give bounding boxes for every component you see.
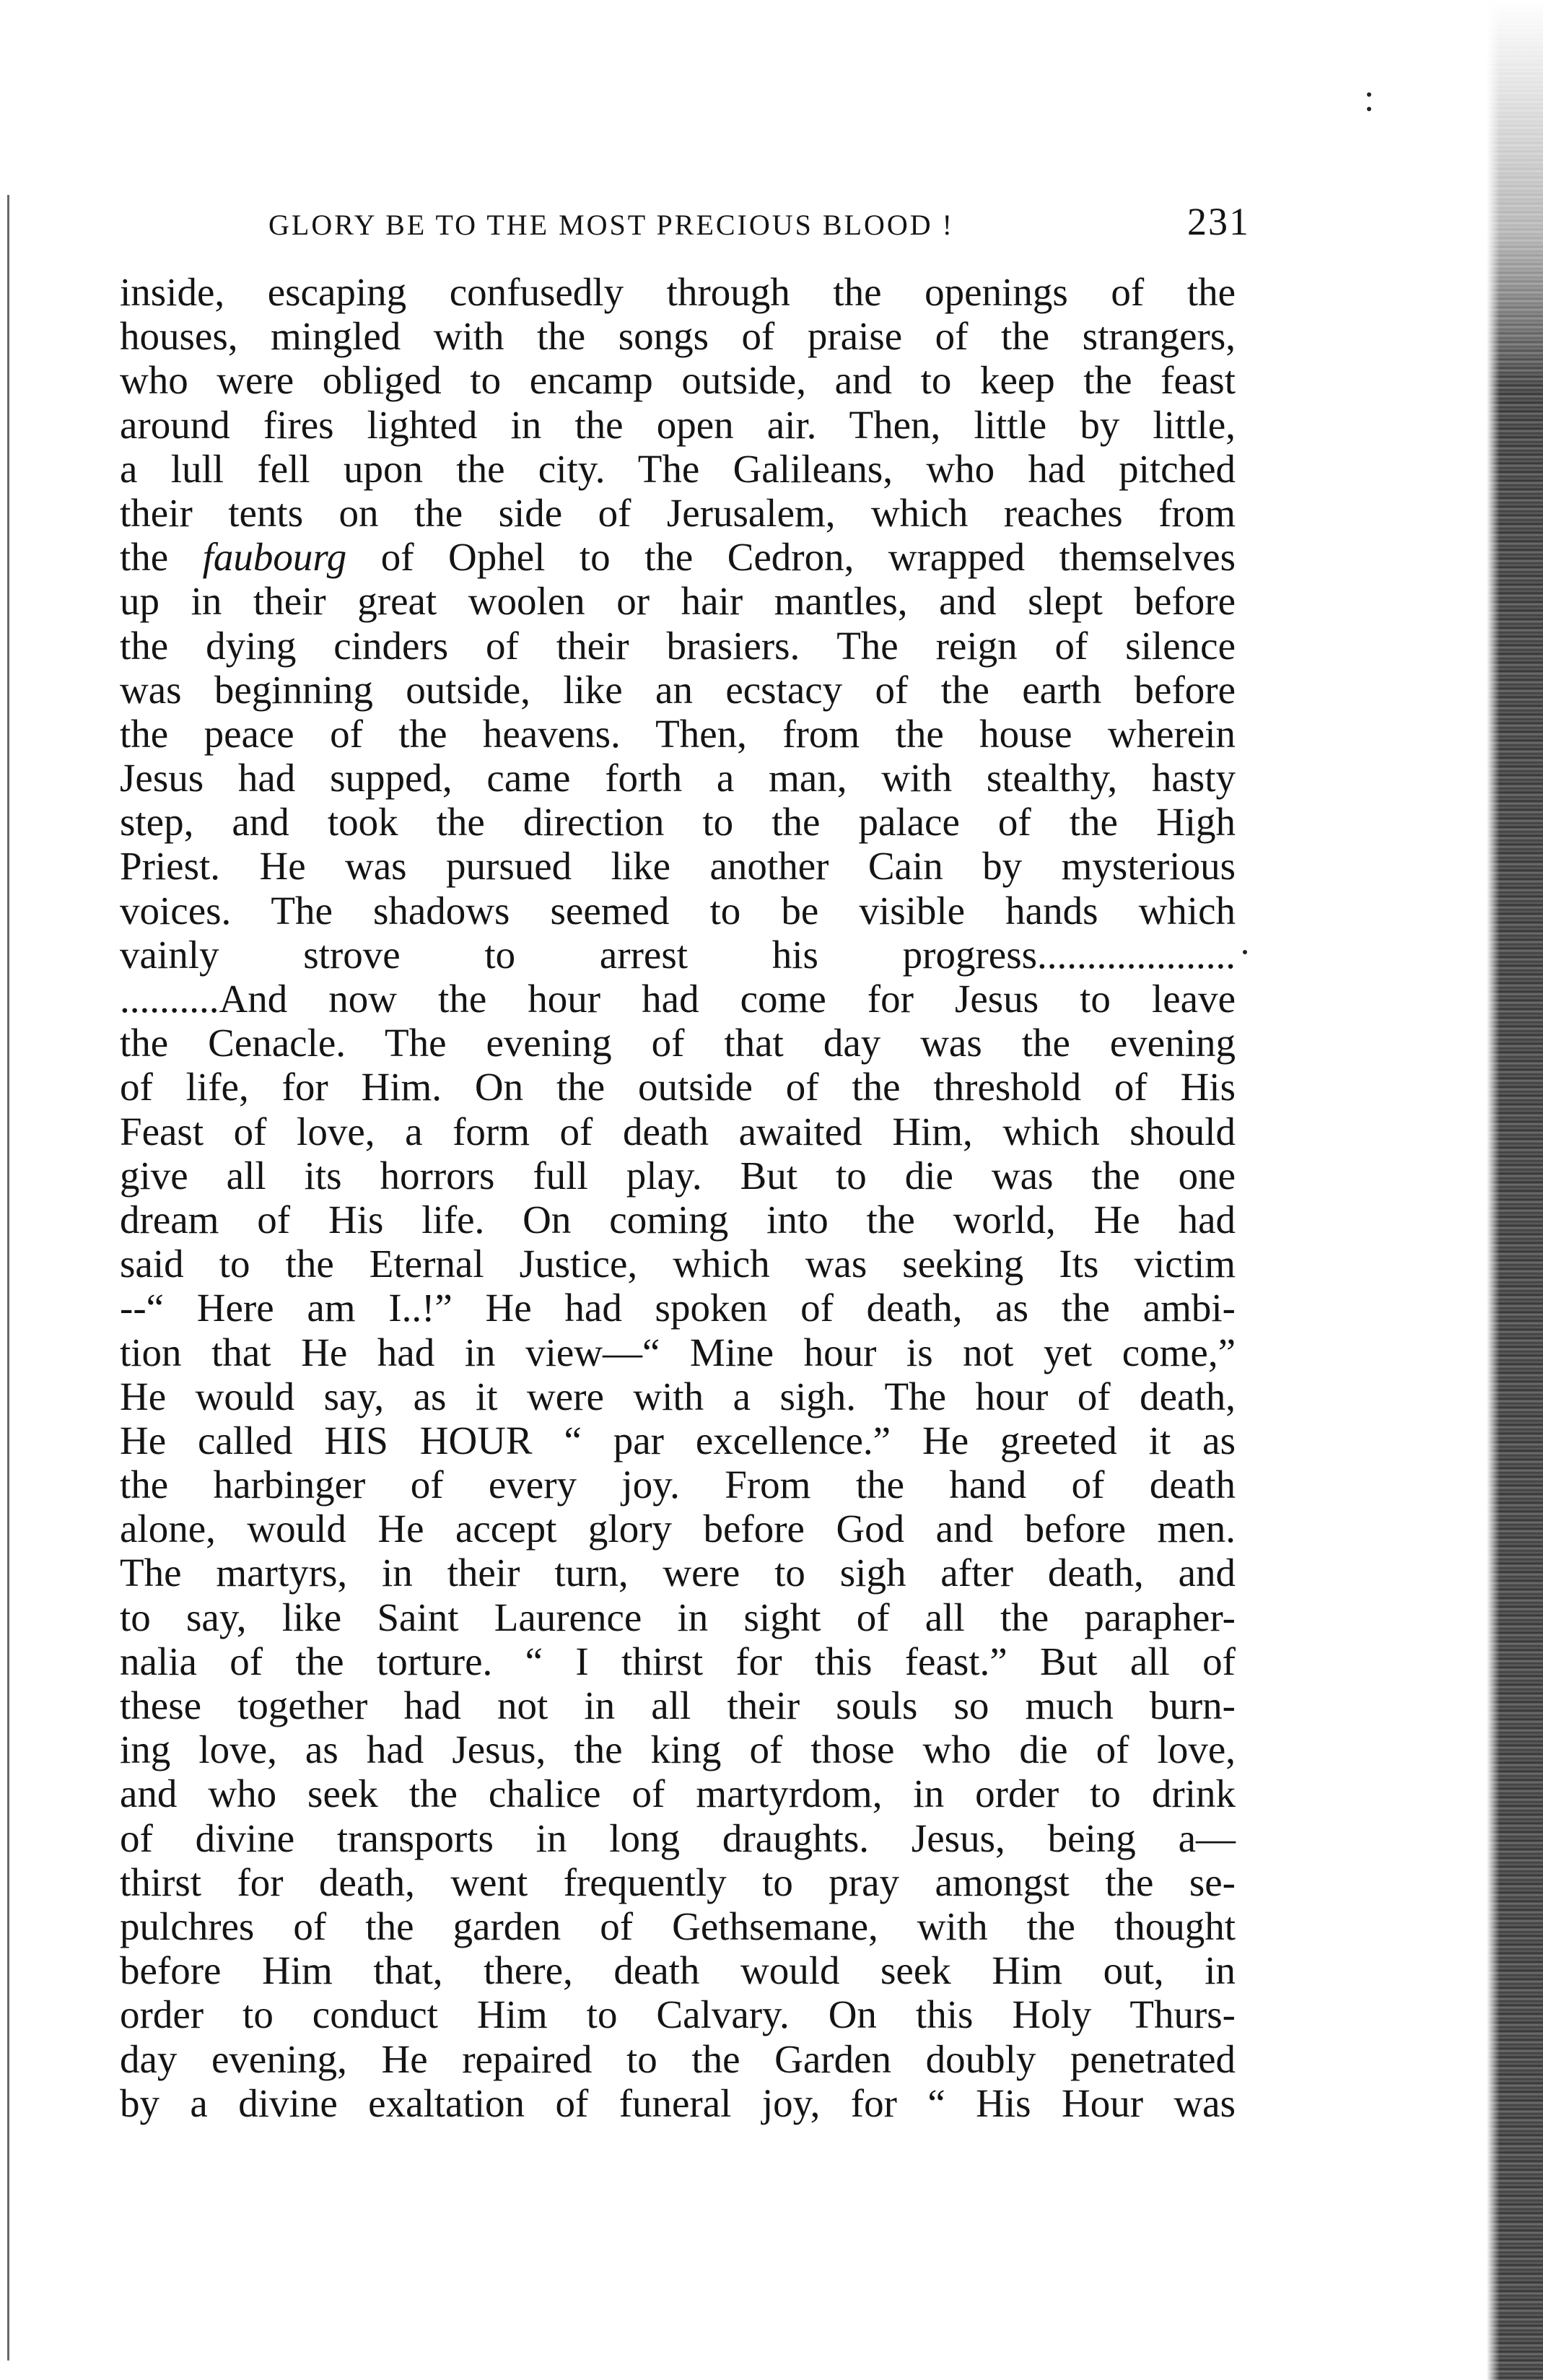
page-number: 231 [1187, 200, 1250, 243]
text-line: The martyrs, in their turn, were to sigh after death, and [120, 1551, 1236, 1595]
text-line: the peace of the heavens. Then, from the house wherein [120, 711, 1236, 756]
text-line: the dying cinders of their brasiers. The reign of silence [120, 623, 1236, 668]
text-line: order to conduct Him to Calvary. On this Holy Thurs- [120, 1992, 1236, 2037]
text-line: Jesus had supped, came forth a man, with stealthy, hasty [120, 756, 1236, 801]
text-line: was beginning outside, like an ecstacy of the earth before [120, 667, 1236, 712]
text-line: and who seek the chalice of martyrdom, in order to drink [120, 1771, 1236, 1816]
scan-speck [1243, 950, 1247, 954]
text-line: vainly strove to arrest his progress.................... [120, 932, 1236, 977]
text-line: their tents on the side of Jerusalem, which reaches from [120, 490, 1236, 535]
text-line: these together had not in all their souls so much burn- [120, 1683, 1236, 1727]
text-line: the Cenacle. The evening of that day was the evening [120, 1021, 1236, 1065]
text-line: ..........And now the hour had come for Jesus to leave [120, 977, 1236, 1021]
text-line: around fires lighted in the open air. Then, little by little, [120, 402, 1236, 447]
text-line: inside, escaping confusedly through the openings of the [120, 270, 1236, 314]
text-line: tion that He had in view—“ Mine hour is not yet come,” [120, 1330, 1236, 1374]
text-line: of life, for Him. On the outside of the threshold of His [120, 1065, 1236, 1110]
text-line: He would say, as it were with a sigh. The hour of death, [120, 1374, 1236, 1418]
body-text [120, 270, 1236, 2125]
page-edge-rule [7, 195, 9, 2361]
text-line: give all its horrors full play. But to die was the one [120, 1153, 1236, 1198]
text-line: to say, like Saint Laurence in sight of all the parapher- [120, 1595, 1236, 1639]
text-line: the faubourg of Ophel to the Cedron, wrapped themselves [120, 535, 1236, 580]
text-line: nalia of the torture. “ I thirst for this feast.” But all of [120, 1639, 1236, 1683]
text-line: alone, would He accept glory before God and before men. [120, 1507, 1236, 1551]
running-head: GLORY BE TO THE MOST PRECIOUS BLOOD ! [268, 209, 954, 241]
scan-speck [1367, 107, 1371, 111]
text-line: pulchres of the garden of Gethsemane, with the thought [120, 1904, 1236, 1948]
text-line: dream of His life. On coming into the world, He had [120, 1197, 1236, 1242]
text-line: Feast of love, a form of death awaited Him, which should [120, 1109, 1236, 1154]
scanner-edge-top-fade [1487, 0, 1543, 390]
text-line: before Him that, there, death would seek Him out, in [120, 1948, 1236, 1993]
text-line: houses, mingled with the songs of praise of the strangers, [120, 314, 1236, 359]
scan-speck [1367, 92, 1371, 97]
text-line: day evening, He repaired to the Garden doubly penetrated [120, 2036, 1236, 2081]
page-header [268, 199, 1250, 250]
text-line: ing love, as had Jesus, the king of those who die of love, [120, 1727, 1236, 1772]
text-line: Priest. He was pursued like another Cain by mysterious [120, 844, 1236, 889]
text-line: who were obliged to encamp outside, and to keep the feast [120, 358, 1236, 403]
text-line: up in their great woolen or hair mantles, and slept before [120, 579, 1236, 624]
text-line: of divine transports in long draughts. Jesus, being a— [120, 1815, 1236, 1860]
text-line: thirst for death, went frequently to pray amongst the se- [120, 1860, 1236, 1904]
text-line: a lull fell upon the city. The Galileans, who had pitched [120, 446, 1236, 491]
text-line: He called HIS HOUR “ par excellence.” He greeted it as [120, 1418, 1236, 1463]
text-line: --“ Here am I..!” He had spoken of death, as the ambi- [120, 1286, 1236, 1330]
text-line: step, and took the direction to the palace of the High [120, 800, 1236, 845]
text-line: voices. The shadows seemed to be visible hands which [120, 888, 1236, 933]
italic-word: faubourg [202, 535, 347, 580]
text-line: by a divine exaltation of funeral joy, for “ His Hour was [120, 2080, 1236, 2125]
text-line: said to the Eternal Justice, which was seeking Its victim [120, 1242, 1236, 1286]
text-line: the harbinger of every joy. From the hand of death [120, 1463, 1236, 1507]
